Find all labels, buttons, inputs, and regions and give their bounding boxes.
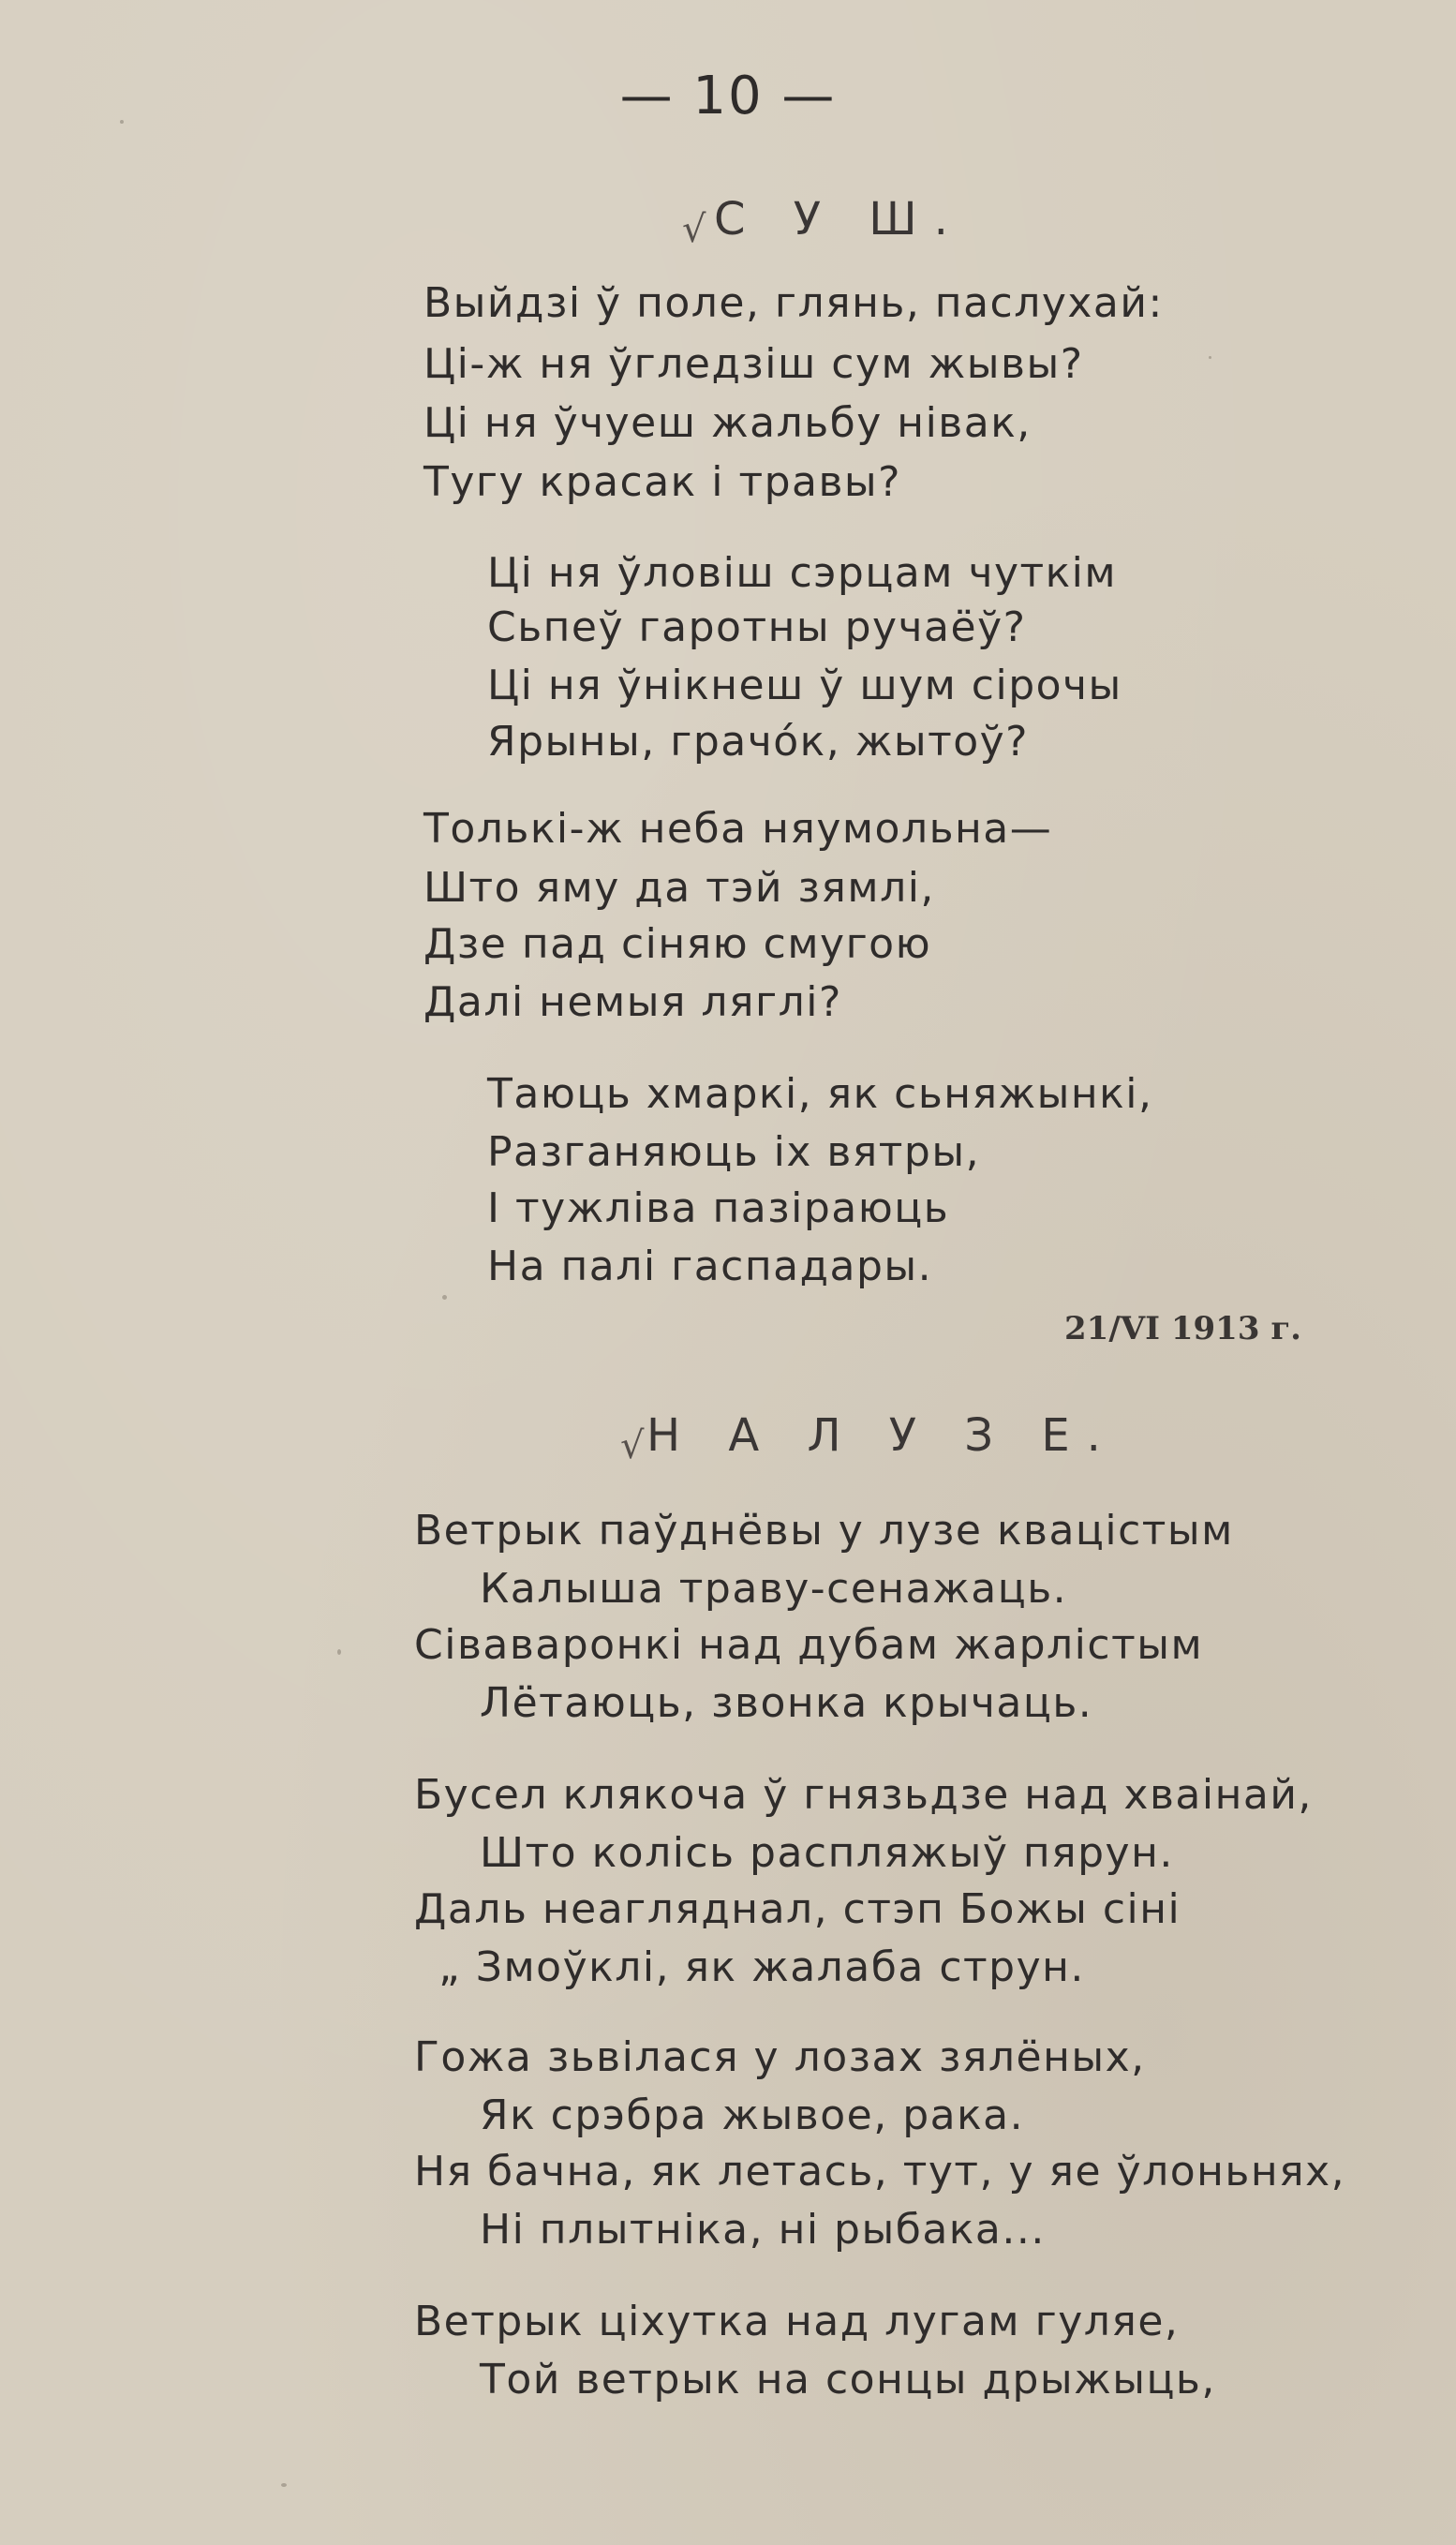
poem-date: 21/VI 1913 г. [1064,1310,1301,1347]
verse-line: Толькі-ж неба няумольна— [423,805,1053,853]
paper-speck [1209,356,1211,359]
verse-line: „ Змоўклі, як жалаба струн. [438,1943,1085,1991]
paper-speck [281,2483,287,2487]
verse-line: На палі гаспадары. [487,1243,933,1290]
check-mark: √ [682,208,706,251]
verse-line: Ці ня ўнікнеш ў шум сірочы [487,662,1122,709]
verse-line: Тугу красак і травы? [423,458,902,506]
verse-line: Сіваваронкі над дубам жарлістым [414,1621,1204,1669]
verse-line: Далі немыя ляглі? [423,978,842,1026]
verse-line: Што яму да тэй зямлі, [423,864,935,912]
verse-line: Ці ня ўловіш сэрцам чуткім [487,549,1118,597]
verse-line: Ярыны, грачо́к, жытоў? [487,718,1030,766]
verse-line: Ці ня ўчуеш жальбу нівак, [423,399,1032,447]
verse-line: Ветрык ціхутка над лугам гуляе, [414,2298,1180,2345]
poem-title: С У Ш. [714,193,965,246]
poem-title: Н А Л У З Е. [646,1409,1118,1462]
paper-speck [442,1295,447,1300]
verse-line: Ні плытніка, ні рыбака... [480,2206,1046,2254]
verse-line: І тужліва пазіраюць [487,1184,950,1232]
verse-line: Дзе пад сіняю смугою [423,920,932,968]
verse-line: Ці-ж ня ўгледзіш сум жывы? [423,340,1084,388]
verse-line: Ня бачна, як летась, тут, у яе ўлоньнях, [414,2148,1346,2195]
page-number: — 10 — [619,66,837,127]
check-mark: √ [620,1424,645,1467]
paper-speck [337,1649,341,1655]
verse-line: Бусел клякоча ў гнязьдзе над хваінай, [414,1771,1313,1819]
verse-line: Сьпеў гаротны ручаёў? [487,603,1027,651]
verse-line: Той ветрык на сонцы дрыжыць, [480,2356,1216,2404]
verse-line: Лётаюць, звонка крычаць. [480,1679,1093,1727]
verse-line: Разганяюць іх вятры, [487,1128,981,1176]
verse-line: Ветрык паўднёвы у лузе кваціcтым [414,1507,1234,1555]
verse-line: Калыша траву-сенажаць. [480,1565,1068,1613]
verse-line: Выйдзі ў поле, глянь, паслухай: [423,279,1164,327]
verse-line: Таюць хмаркі, як сьняжынкі, [487,1070,1153,1118]
verse-line: Даль неагляднал, стэп Божы сіні [414,1885,1181,1933]
verse-line: Як срэбра жывое, рака. [480,2091,1025,2139]
verse-line: Гожа зьвілася у лозах зялёных, [414,2033,1146,2081]
verse-line: Што колісь распляжыў пярун. [480,1829,1174,1877]
